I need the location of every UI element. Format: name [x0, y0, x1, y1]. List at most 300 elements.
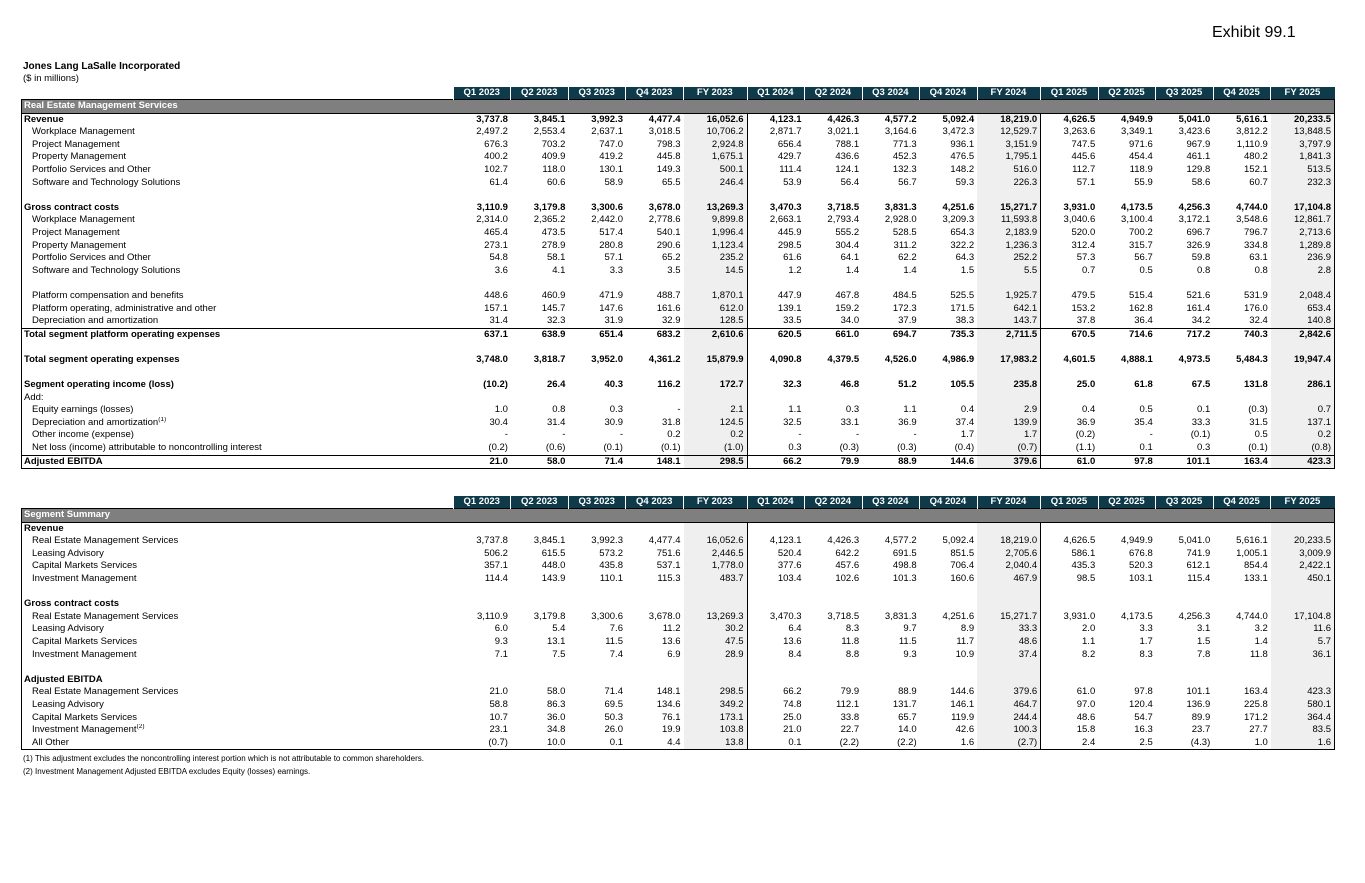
- row-label: Total segment platform operating expenses: [22, 328, 454, 341]
- period-header: Q2 2023: [511, 496, 569, 509]
- cell-value: 676.8: [1128, 547, 1153, 559]
- cell-value: 3,021.1: [827, 126, 860, 138]
- cell-value: [805, 661, 863, 674]
- cell-value: 1.1: [1041, 636, 1099, 649]
- cell-value: 379.6: [977, 455, 1041, 469]
- cell-value: 101.1: [1186, 686, 1211, 698]
- cell-value: [1271, 392, 1335, 405]
- cell-value: [805, 392, 863, 405]
- cell-value: 326.9: [1186, 239, 1211, 251]
- cell-value: 4,379.5: [827, 353, 860, 365]
- cell-value: 479.5: [1041, 290, 1099, 303]
- table-row: [22, 724, 1335, 737]
- cell-value: 4,626.5: [1041, 113, 1099, 126]
- period-header: Q3 2025: [1156, 87, 1214, 100]
- row-label: Property Management: [22, 151, 454, 164]
- cell-value: 61.4: [489, 176, 508, 188]
- cell-value: [1213, 522, 1271, 535]
- cell-value: 2,663.1: [747, 214, 805, 227]
- row-label: Investment Management$^{(2)}$: [22, 724, 454, 737]
- cell-value: [1213, 598, 1271, 611]
- cell-value: 11.5: [898, 635, 917, 647]
- cell-value: 235.8: [977, 379, 1041, 392]
- cell-value: 637.1: [453, 328, 511, 341]
- cell-value: 5,092.4: [942, 535, 975, 547]
- cell-value: 61.0: [1041, 455, 1099, 469]
- cell-value: 62.2: [898, 252, 917, 264]
- cell-value: 112.1: [836, 698, 860, 710]
- row-label: Other income (expense): [22, 429, 454, 442]
- table-row: [22, 442, 1335, 455]
- table-row: [22, 290, 1335, 303]
- table-row: [22, 265, 1335, 278]
- cell-value: 3,831.3: [884, 610, 917, 622]
- cell-value: 3,812.2: [1236, 126, 1268, 138]
- cell-value: 34.0: [840, 315, 860, 327]
- cell-value: [1098, 366, 1156, 379]
- cell-value: [920, 277, 978, 290]
- cell-value: [511, 674, 569, 687]
- cell-value: [453, 522, 511, 535]
- cell-value: [1271, 522, 1335, 535]
- cell-value: (10.2): [483, 379, 508, 391]
- cell-value: 1,841.3: [1271, 151, 1335, 164]
- row-label: Real Estate Management Services: [22, 611, 454, 624]
- section-title: Segment Summary: [22, 509, 454, 523]
- cell-value: [1271, 598, 1335, 611]
- cell-value: [977, 598, 1041, 611]
- row-label: Equity earnings (losses): [22, 404, 454, 417]
- cell-value: 500.1: [684, 164, 748, 177]
- cell-value: 3,179.8: [533, 610, 566, 622]
- cell-value: [626, 661, 684, 674]
- cell-value: 59.3: [955, 176, 975, 188]
- cell-value: 33.8: [840, 711, 860, 723]
- cell-value: 3,151.9: [977, 139, 1041, 152]
- cell-value: [1041, 661, 1099, 674]
- cell-value: 7.1: [494, 648, 508, 660]
- cell-value: [684, 522, 748, 535]
- cell-value: 465.4: [484, 226, 508, 238]
- cell-value: [977, 586, 1041, 599]
- cell-value: 13,269.3: [684, 202, 748, 215]
- cell-value: 0.4: [960, 404, 975, 416]
- cell-value: 653.4: [1271, 303, 1335, 316]
- cell-value: 57.1: [1041, 177, 1099, 190]
- cell-value: 160.6: [950, 572, 975, 584]
- cell-value: 13.6: [747, 636, 805, 649]
- cell-value: [684, 392, 748, 405]
- cell-value: 520.4: [747, 548, 805, 561]
- cell-value: 1.4: [1254, 635, 1268, 647]
- cell-value: 967.9: [1186, 138, 1211, 150]
- cell-value: 854.4: [1244, 560, 1268, 572]
- cell-value: 2,446.5: [684, 548, 748, 561]
- cell-value: [511, 277, 569, 290]
- cell-value: 63.1: [1249, 252, 1268, 264]
- cell-value: 66.2: [747, 455, 805, 469]
- cell-value: 236.9: [1271, 252, 1335, 265]
- cell-value: [453, 277, 511, 290]
- cell-value: 0.5: [1254, 429, 1268, 441]
- cell-value: 2,705.6: [977, 548, 1041, 561]
- cell-value: 61.0: [1041, 686, 1099, 699]
- cell-value: 2.4: [1041, 737, 1099, 750]
- cell-value: [805, 366, 863, 379]
- period-header: Q1 2025: [1041, 496, 1099, 509]
- cell-value: 4,601.5: [1041, 354, 1099, 367]
- cell-value: 2,422.1: [1271, 560, 1335, 573]
- spacer-row: [22, 277, 1335, 290]
- cell-value: [862, 392, 920, 405]
- cell-value: [1041, 341, 1099, 354]
- cell-value: 3,470.3: [747, 611, 805, 624]
- period-header: Q4 2025: [1213, 87, 1271, 100]
- cell-value: 3,818.7: [533, 353, 566, 365]
- cell-value: 612.0: [684, 303, 748, 316]
- cell-value: 670.5: [1041, 328, 1099, 341]
- cell-value: 20,233.5: [1271, 535, 1335, 548]
- cell-value: 1,005.1: [1236, 547, 1268, 559]
- cell-value: 16,052.6: [684, 113, 748, 126]
- cell-value: [1156, 366, 1214, 379]
- cell-value: 461.1: [1186, 151, 1211, 163]
- cell-value: 452.3: [892, 151, 917, 163]
- cell-value: 615.5: [541, 547, 566, 559]
- cell-value: [1156, 277, 1214, 290]
- row-label: [22, 341, 454, 354]
- cell-value: [453, 598, 511, 611]
- cell-value: [626, 522, 684, 535]
- cell-value: 741.9: [1186, 547, 1211, 559]
- cell-value: 0.3: [609, 404, 623, 416]
- period-header: Q3 2024: [862, 87, 920, 100]
- cell-value: -: [619, 429, 623, 441]
- cell-value: 798.3: [656, 138, 681, 150]
- cell-value: [684, 674, 748, 687]
- cell-value: [1271, 189, 1335, 202]
- cell-value: (0.6): [545, 442, 566, 454]
- cell-value: 278.9: [541, 239, 566, 251]
- cell-value: 467.8: [835, 289, 860, 301]
- cell-value: 133.1: [1244, 572, 1268, 584]
- cell-value: 4.1: [552, 264, 566, 276]
- cell-value: 3,100.4: [1121, 214, 1153, 226]
- cell-value: 521.6: [1186, 289, 1211, 301]
- cell-value: 37.4: [977, 649, 1041, 662]
- cell-value: -: [855, 429, 860, 441]
- cell-value: 700.2: [1128, 226, 1153, 238]
- cell-value: 464.7: [977, 699, 1041, 712]
- cell-value: 8.3: [845, 623, 860, 635]
- cell-value: 57.1: [604, 252, 623, 264]
- cell-value: 3.2: [1254, 623, 1268, 635]
- cell-value: 0.7: [1041, 265, 1099, 278]
- row-label: Depreciation and amortization: [22, 315, 454, 328]
- table-row: [22, 548, 1335, 561]
- row-label: All Other: [22, 737, 454, 750]
- cell-value: [568, 586, 626, 599]
- cell-value: 703.2: [541, 138, 566, 150]
- cell-value: -: [562, 429, 566, 441]
- cell-value: 56.7: [1134, 252, 1153, 264]
- cell-value: 31.8: [662, 416, 681, 428]
- table-row: [22, 429, 1335, 442]
- cell-value: [684, 366, 748, 379]
- cell-value: [684, 586, 748, 599]
- cell-value: 33.5: [747, 315, 805, 328]
- cell-value: [511, 189, 569, 202]
- cell-value: 119.9: [951, 711, 975, 723]
- cell-value: 3,009.9: [1271, 548, 1335, 561]
- cell-value: 36.0: [546, 711, 566, 723]
- cell-value: 10.7: [489, 711, 508, 723]
- cell-value: 364.4: [1271, 712, 1335, 725]
- cell-value: 747.5: [1041, 139, 1099, 152]
- cell-value: 3,040.6: [1041, 214, 1099, 227]
- cell-value: 64.1: [840, 252, 860, 264]
- cell-value: 57.3: [1041, 252, 1099, 265]
- cell-value: [1213, 392, 1271, 405]
- cell-value: 58.0: [546, 686, 566, 698]
- cell-value: 54.7: [1134, 711, 1153, 723]
- row-label: Segment operating income (loss): [22, 379, 454, 392]
- cell-value: 1.6: [1271, 737, 1335, 750]
- cell-value: [747, 598, 805, 611]
- cell-value: 28.9: [684, 649, 748, 662]
- cell-value: 531.9: [1244, 289, 1268, 301]
- cell-value: 32.4: [1249, 315, 1268, 327]
- cell-value: 66.2: [747, 686, 805, 699]
- cell-value: 161.6: [656, 302, 681, 314]
- cell-value: 14.5: [684, 265, 748, 278]
- period-header: FY 2024: [977, 496, 1041, 509]
- cell-value: 3.6: [494, 264, 508, 276]
- cell-value: [568, 341, 626, 354]
- table-row: [22, 240, 1335, 253]
- cell-value: 144.6: [920, 455, 978, 469]
- cell-value: 14.0: [898, 724, 917, 736]
- cell-value: [747, 366, 805, 379]
- cell-value: [1213, 366, 1271, 379]
- cell-value: 5.4: [552, 623, 566, 635]
- cell-value: 176.0: [1244, 302, 1268, 314]
- cell-value: [747, 522, 805, 535]
- cell-value: (0.2): [488, 442, 508, 454]
- cell-value: 488.7: [656, 289, 681, 301]
- row-label: Workplace Management: [22, 214, 454, 227]
- row-label: Capital Markets Services: [22, 560, 454, 573]
- cell-value: [1271, 661, 1335, 674]
- cell-value: 37.4: [955, 416, 975, 428]
- cell-value: (1.1): [1041, 442, 1099, 455]
- cell-value: 132.3: [892, 163, 917, 175]
- cell-value: 5,041.0: [1178, 535, 1211, 547]
- cell-value: 54.8: [489, 252, 508, 264]
- row-label: Add:: [22, 392, 454, 405]
- period-header: FY 2023: [684, 87, 748, 100]
- cell-value: 18,219.0: [977, 113, 1041, 126]
- cell-value: 46.8: [840, 379, 860, 391]
- cell-value: 4,888.1: [1121, 353, 1153, 365]
- cell-value: 7.6: [609, 623, 623, 635]
- cell-value: 252.2: [977, 252, 1041, 265]
- cell-value: 377.6: [747, 560, 805, 573]
- cell-value: 97.8: [1098, 455, 1156, 469]
- cell-value: 714.6: [1098, 328, 1156, 341]
- period-header: Q2 2025: [1098, 496, 1156, 509]
- cell-value: [1156, 341, 1214, 354]
- cell-value: [453, 586, 511, 599]
- period-header: FY 2025: [1271, 87, 1335, 100]
- cell-value: 152.1: [1244, 163, 1268, 175]
- cell-value: 1.5: [1197, 635, 1211, 647]
- cell-value: 6.0: [494, 623, 508, 635]
- table-row: [22, 674, 1335, 687]
- cell-value: 53.9: [747, 177, 805, 190]
- cell-value: 448.6: [484, 289, 508, 301]
- cell-value: 23.7: [1191, 724, 1211, 736]
- cell-value: 3,845.1: [533, 535, 566, 547]
- cell-value: 696.7: [1186, 226, 1211, 238]
- cell-value: 3.3: [1139, 623, 1153, 635]
- cell-value: 7.4: [609, 648, 623, 660]
- period-header: Q4 2025: [1213, 496, 1271, 509]
- period-header-row: [22, 87, 1335, 100]
- cell-value: 4,256.3: [1178, 201, 1211, 213]
- cell-value: 2,365.2: [533, 214, 566, 226]
- cell-value: 796.7: [1244, 226, 1268, 238]
- cell-value: 86.3: [546, 698, 566, 710]
- cell-value: 40.3: [604, 379, 623, 391]
- cell-value: 1,795.1: [977, 151, 1041, 164]
- cell-value: 137.1: [1271, 417, 1335, 430]
- cell-value: 2,778.6: [648, 214, 681, 226]
- cell-value: 454.4: [1128, 151, 1153, 163]
- cell-value: 304.4: [835, 239, 860, 251]
- cell-value: [1156, 661, 1214, 674]
- cell-value: 9.7: [903, 623, 917, 635]
- cell-value: 445.8: [656, 151, 681, 163]
- cell-value: (0.7): [453, 737, 511, 750]
- cell-value: 1,870.1: [684, 290, 748, 303]
- cell-value: [568, 366, 626, 379]
- cell-value: 3,164.6: [884, 126, 917, 138]
- cell-value: 735.3: [920, 328, 978, 341]
- row-label: Total segment operating expenses: [22, 354, 454, 367]
- cell-value: 471.9: [599, 289, 623, 301]
- cell-value: 4,744.0: [1236, 201, 1268, 213]
- cell-value: [920, 598, 978, 611]
- cell-value: 2,553.4: [533, 126, 566, 138]
- cell-value: 149.3: [656, 163, 681, 175]
- row-label: [22, 189, 454, 202]
- cell-value: [1271, 366, 1335, 379]
- cell-value: 484.5: [892, 289, 917, 301]
- table-row: [22, 113, 1335, 126]
- cell-value: 480.2: [1244, 151, 1268, 163]
- cell-value: 60.7: [1249, 176, 1268, 188]
- cell-value: 42.6: [955, 724, 975, 736]
- spacer-row: [22, 661, 1335, 674]
- cell-value: 457.6: [835, 560, 860, 572]
- table-row: [22, 649, 1335, 662]
- cell-value: 13.8: [684, 737, 748, 750]
- cell-value: [1041, 674, 1099, 687]
- cell-value: 22.7: [840, 724, 860, 736]
- cell-value: (2.7): [977, 737, 1041, 750]
- cell-value: [1213, 661, 1271, 674]
- cell-value: (0.3): [839, 442, 860, 454]
- cell-value: 25.0: [747, 712, 805, 725]
- cell-value: [626, 341, 684, 354]
- cell-value: 36.1: [1271, 649, 1335, 662]
- cell-value: [747, 586, 805, 599]
- cell-value: -: [913, 429, 917, 441]
- cell-value: [1213, 341, 1271, 354]
- cell-value: 88.9: [898, 686, 917, 698]
- cell-value: 379.6: [977, 686, 1041, 699]
- cell-value: 30.9: [604, 416, 623, 428]
- cell-value: 162.8: [1128, 302, 1153, 314]
- spacer-row: [22, 586, 1335, 599]
- period-header: Q4 2024: [920, 87, 978, 100]
- cell-value: 12,861.7: [1271, 214, 1335, 227]
- cell-value: [1098, 392, 1156, 405]
- footnote-marker: (2): [136, 724, 145, 731]
- cell-value: 11.8: [1249, 648, 1268, 660]
- cell-value: [453, 674, 511, 687]
- spacer-row: [22, 189, 1335, 202]
- cell-value: 322.2: [950, 239, 975, 251]
- cell-value: 3,678.0: [648, 610, 681, 622]
- cell-value: [684, 598, 748, 611]
- section-title-row: [22, 100, 1335, 114]
- cell-value: (1.0): [684, 442, 748, 455]
- cell-value: 467.9: [977, 573, 1041, 586]
- cell-value: 130.1: [599, 163, 623, 175]
- cell-value: 8.4: [747, 649, 805, 662]
- cell-value: [511, 341, 569, 354]
- cell-value: [977, 366, 1041, 379]
- cell-value: 11.6: [1271, 623, 1335, 636]
- cell-value: [1098, 277, 1156, 290]
- cell-value: 26.0: [604, 724, 623, 736]
- cell-value: [1213, 277, 1271, 290]
- row-label: Platform compensation and benefits: [22, 290, 454, 303]
- cell-value: 3,349.1: [1121, 126, 1153, 138]
- cell-value: 32.9: [662, 315, 681, 327]
- cell-value: 102.6: [835, 572, 860, 584]
- cell-value: 691.5: [892, 547, 917, 559]
- cell-value: 97.0: [1041, 699, 1099, 712]
- table-row: [22, 417, 1335, 430]
- cell-value: 8.3: [1139, 648, 1153, 660]
- row-label: Capital Markets Services: [22, 636, 454, 649]
- cell-value: 34.8: [546, 724, 566, 736]
- cell-value: 2.1: [684, 404, 748, 417]
- cell-value: 290.6: [656, 239, 681, 251]
- cell-value: 7.5: [552, 648, 566, 660]
- cell-value: 101.1: [1156, 455, 1214, 469]
- cell-value: [862, 522, 920, 535]
- cell-value: 4,173.5: [1121, 201, 1153, 213]
- cell-value: 311.2: [893, 239, 917, 251]
- cell-value: [1041, 366, 1099, 379]
- cell-value: 20,233.5: [1271, 113, 1335, 126]
- cell-value: 18,219.0: [977, 535, 1041, 548]
- cell-value: 3,737.8: [476, 535, 508, 547]
